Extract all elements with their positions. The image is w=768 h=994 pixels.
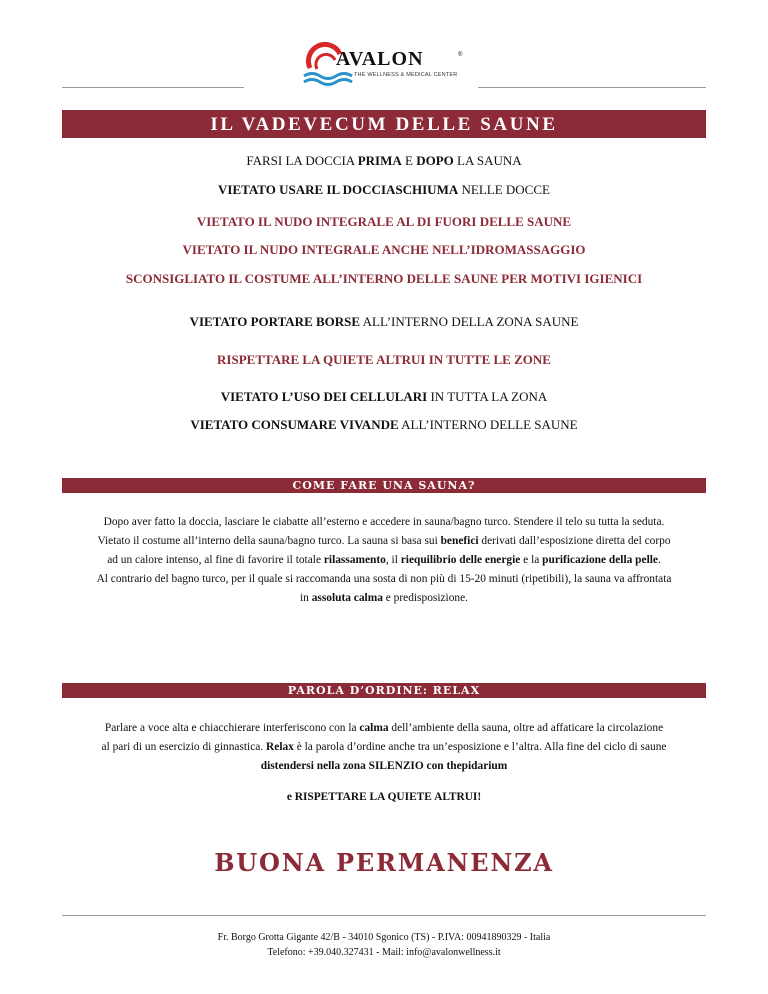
paragraph-line bbox=[62, 738, 706, 757]
footer-rule bbox=[62, 915, 706, 916]
bold-text: VIETATO CONSUMARE VIVANDE bbox=[190, 417, 399, 432]
text-run: è la parola d’ordine anche tra un’esposizione e l’altra. Alla fine del ciclo di saune bbox=[293, 741, 667, 753]
bold-text: riequilibrio delle energie bbox=[400, 554, 521, 566]
footer-address: Fr. Borgo Grotta Gigante 42/B - 34010 Sgonico (TS) - P.IVA: 00941890329 - Italia bbox=[217, 932, 551, 943]
rule-line bbox=[0, 417, 768, 433]
logo-registered-mark: ® bbox=[458, 52, 463, 58]
bold-text: PRIMA bbox=[357, 153, 402, 168]
text-run: ALL’INTERNO DELLE SAUNE bbox=[398, 417, 578, 432]
paragraph-line bbox=[62, 589, 706, 608]
avalon-logo bbox=[302, 38, 472, 90]
paragraph-line bbox=[62, 570, 706, 589]
paragraph-line bbox=[62, 532, 706, 551]
text-run: RISPETTARE LA QUIETE ALTRUI IN TUTTE LE ZONE bbox=[217, 352, 551, 367]
text-run: in bbox=[299, 592, 312, 604]
text-run: ad un calore intenso, al fine di favorire il totale bbox=[107, 554, 324, 566]
rule-line bbox=[0, 271, 768, 287]
header-rule-left bbox=[62, 87, 244, 88]
text-run: e la bbox=[520, 554, 543, 566]
sauna-instructions bbox=[62, 513, 706, 608]
text-run: VIETATO IL NUDO INTEGRALE ANCHE NELL’IDROMASSAGGIO bbox=[182, 242, 586, 257]
text-run: NELLE DOCCE bbox=[458, 182, 550, 197]
bold-text: purificazione della pelle bbox=[542, 554, 658, 566]
text-run: al pari di un esercizio di ginnastica. bbox=[101, 741, 267, 753]
bold-text: assoluta calma bbox=[311, 592, 383, 604]
footer-contacts: Telefono: +39.040.327431 - Mail: info@avalonwellness.it bbox=[267, 947, 501, 958]
rule-line bbox=[0, 214, 768, 230]
text-run: E bbox=[401, 153, 417, 168]
logo-wave-1 bbox=[304, 74, 352, 79]
logo-brand-name: AVALON bbox=[336, 48, 424, 70]
bold-text: VIETATO PORTARE BORSE bbox=[189, 314, 361, 329]
page-title: IL VADEVECUM DELLE SAUNE bbox=[62, 110, 706, 138]
bold-text: VIETATO USARE IL DOCCIASCHIUMA bbox=[218, 182, 459, 197]
bold-text: Relax bbox=[266, 741, 294, 753]
paragraph-line bbox=[62, 719, 706, 738]
relax-instructions bbox=[62, 719, 706, 807]
paragraph-line bbox=[62, 513, 706, 532]
rule-line bbox=[0, 153, 768, 169]
text-run: Al contrario del bagno turco, per il quale si raccomanda una sosta di non più di 15-20 minuti (ripetibili), la sauna va affrontata bbox=[96, 573, 672, 585]
text-run: Dopo aver fatto la doccia, lasciare le ciabatte all’esterno e accedere in sauna/bagno turco. Stendere il telo su tutta la seduta. bbox=[103, 516, 665, 528]
bold-text: VIETATO L’USO DEI CELLULARI bbox=[220, 389, 428, 404]
bold-text: DOPO bbox=[416, 153, 454, 168]
text-run: FARSI LA DOCCIA bbox=[246, 153, 358, 168]
text-run: ALL’INTERNO DELLA ZONA SAUNE bbox=[360, 314, 579, 329]
rule-line bbox=[0, 182, 768, 198]
text-run: dell’ambiente della sauna, oltre ad affaticare la circolazione bbox=[388, 722, 664, 734]
section-heading-relax: PAROLA D’ORDINE: RELAX bbox=[62, 683, 706, 698]
closing-message: BUONA PERMANENZA bbox=[214, 848, 554, 877]
rule-line bbox=[0, 314, 768, 330]
text-run: e predisposizione. bbox=[382, 592, 468, 604]
rule-line bbox=[0, 242, 768, 258]
text-run: Vietato il costume all’interno della sauna/bagno turco. La sauna si basa sui bbox=[97, 535, 441, 547]
rule-line bbox=[0, 389, 768, 405]
text-run: LA SAUNA bbox=[453, 153, 522, 168]
text-run: . bbox=[657, 554, 661, 566]
text-run: VIETATO IL NUDO INTEGRALE AL DI FUORI DELLE SAUNE bbox=[196, 214, 572, 229]
bold-text: e RISPETTARE LA QUIETE ALTRUI! bbox=[286, 791, 482, 803]
bold-text: rilassamento bbox=[323, 554, 386, 566]
logo-tagline: THE WELLNESS & MEDICAL CENTER bbox=[354, 72, 458, 78]
paragraph-line bbox=[62, 551, 706, 570]
logo-wave-2 bbox=[304, 80, 352, 85]
bold-text: benefici bbox=[440, 535, 479, 547]
logo-arc-inner bbox=[316, 54, 335, 69]
bold-text: calma bbox=[359, 722, 389, 734]
bold-text: distendersi nella zona SILENZIO con thepidarium bbox=[260, 760, 508, 772]
text-run: IN TUTTA LA ZONA bbox=[427, 389, 548, 404]
header-rule-right bbox=[478, 87, 706, 88]
paragraph-line bbox=[62, 788, 706, 807]
text-run: , il bbox=[385, 554, 401, 566]
text-run: derivati dall’esposizione diretta del corpo bbox=[478, 535, 671, 547]
rule-line bbox=[0, 352, 768, 368]
paragraph-line bbox=[62, 757, 706, 776]
text-run: SCONSIGLIATO IL COSTUME ALL’INTERNO DELLE SAUNE PER MOTIVI IGIENICI bbox=[125, 271, 643, 286]
section-heading-sauna: COME FARE UNA SAUNA? bbox=[62, 478, 706, 493]
text-run: Parlare a voce alta e chiacchierare interferiscono con la bbox=[104, 722, 360, 734]
